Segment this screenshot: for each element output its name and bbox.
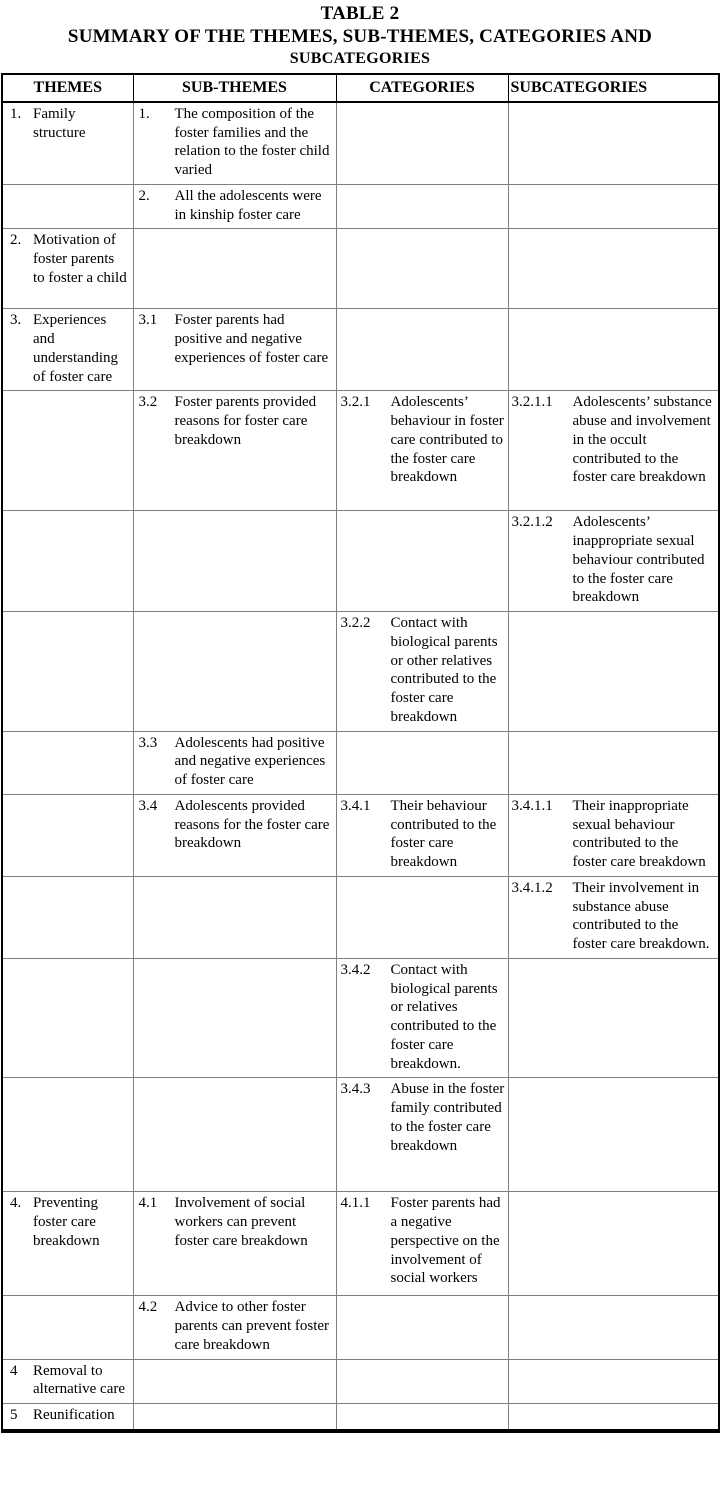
item-text: Family structure [33, 105, 86, 141]
item-number: 3.4.1.1 [511, 797, 553, 814]
header-categories: CATEGORIES [336, 74, 508, 102]
cell-content [3, 1362, 130, 1400]
category-cell [336, 1078, 508, 1192]
theme-cell [2, 391, 133, 511]
item-text: Adolescents’ inappropriate sexual behaviour contributed to the foster care breakdown [572, 514, 705, 606]
item-number: 2. [138, 187, 150, 204]
subcategory-cell [508, 102, 719, 185]
item-number: 3.1 [138, 312, 158, 329]
subcategory-cell [508, 958, 719, 1078]
cell-content [509, 393, 716, 487]
subcategory-cell [508, 1359, 719, 1404]
cell-content [134, 797, 333, 853]
category-cell [336, 794, 508, 876]
item-text: Contact with biological parents or other relatives contributed to the foster care breakdown [390, 615, 498, 725]
theme-cell [2, 102, 133, 185]
table-row [2, 1296, 719, 1359]
item-text: Foster parents provided reasons for foster care breakdown [174, 394, 317, 448]
item-text: Preventing foster care breakdown [33, 1195, 100, 1249]
subtheme-cell [133, 612, 336, 732]
subcategory-cell [508, 229, 719, 309]
theme-cell [2, 511, 133, 612]
item-text: Adolescents provided reasons for the foster care breakdown [174, 797, 330, 852]
cell-content [337, 961, 505, 1074]
subcategory-cell [508, 1192, 719, 1296]
item-number: 1. [10, 105, 22, 122]
table-row [2, 1078, 719, 1192]
cell-content [134, 187, 333, 225]
item-number: 2. [10, 232, 22, 249]
table-row [2, 391, 719, 511]
theme-cell [2, 1359, 133, 1404]
item-number: 4. [10, 1195, 22, 1212]
cell-content [134, 1194, 333, 1250]
item-text: Adolescents’ behaviour in foster care contributed to the foster care breakdown [390, 394, 504, 486]
table-row [2, 184, 719, 229]
cell-content [134, 734, 333, 790]
category-cell [336, 1296, 508, 1359]
category-cell [336, 184, 508, 229]
subcategory-cell [508, 511, 719, 612]
table-row [2, 1359, 719, 1404]
theme-cell [2, 1404, 133, 1431]
cell-content [509, 879, 716, 954]
table-row [2, 794, 719, 876]
cell-content [3, 1194, 130, 1250]
subtheme-cell [133, 1404, 336, 1431]
item-number: 1. [138, 105, 150, 122]
item-number: 4.1 [138, 1195, 158, 1212]
subtheme-cell [133, 102, 336, 185]
cell-content [3, 311, 130, 386]
subcategory-cell [508, 391, 719, 511]
cell-content [337, 797, 505, 872]
category-cell [336, 1404, 508, 1431]
table-number-heading: TABLE 2 [320, 3, 400, 24]
table-row [2, 1192, 719, 1296]
subcategory-cell [508, 794, 719, 876]
cell-content [3, 231, 130, 287]
subtheme-cell [133, 1192, 336, 1296]
table-row [2, 309, 719, 391]
table-row [2, 1404, 719, 1431]
subcategory-cell [508, 1078, 719, 1192]
cell-content [337, 1080, 505, 1155]
table-row [2, 229, 719, 309]
item-text: Removal to alternative care [33, 1362, 126, 1398]
subtheme-cell [133, 1078, 336, 1192]
item-number: 3.2.1 [340, 394, 371, 411]
subtheme-cell [133, 876, 336, 958]
subcategory-cell [508, 1404, 719, 1431]
item-text: All the adolescents were in kinship foster care [174, 187, 322, 223]
item-number: 3.4.2 [340, 961, 371, 978]
header-subcategories: SUBCATEGORIES [508, 74, 719, 102]
table-row [2, 876, 719, 958]
item-text: Involvement of social workers can prevent foster care breakdown [174, 1195, 308, 1249]
item-text: Contact with biological parents or relatives contributed to the foster care breakdown. [390, 961, 498, 1072]
cell-content [134, 1298, 333, 1354]
category-cell [336, 391, 508, 511]
cell-content [134, 393, 333, 449]
item-number: 3.3 [138, 734, 158, 751]
theme-cell [2, 794, 133, 876]
theme-cell [2, 1192, 133, 1296]
subtheme-cell [133, 1296, 336, 1359]
item-number: 4 [10, 1362, 18, 1379]
subcategory-cell [508, 1296, 719, 1359]
cell-content [337, 614, 505, 727]
item-number: 3. [10, 312, 22, 329]
item-text: Foster parents had a negative perspective on the involvement of social workers [390, 1195, 501, 1287]
theme-cell [2, 876, 133, 958]
cell-content [134, 105, 333, 180]
item-number: 3.2.1.2 [511, 514, 553, 531]
subtheme-cell [133, 229, 336, 309]
theme-cell [2, 1296, 133, 1359]
table-row [2, 102, 719, 185]
item-text: Reunification [33, 1407, 115, 1424]
category-cell [336, 511, 508, 612]
item-text: Adolescents’ substance abuse and involvement in the occult contributed to the foster care breakdown [572, 394, 712, 486]
table-title [0, 0, 720, 69]
item-text: Their inappropriate sexual behaviour contributed to the foster care breakdown [572, 797, 706, 871]
item-number: 5 [10, 1407, 18, 1424]
item-text: The composition of the foster families and the relation to the foster child varied [174, 105, 330, 179]
item-number: 3.4 [138, 797, 158, 814]
item-text: Experiences and understanding of foster care [33, 312, 118, 385]
category-cell [336, 309, 508, 391]
item-text: Motivation of foster parents to foster a child [33, 232, 127, 286]
subtheme-cell [133, 958, 336, 1078]
theme-cell [2, 958, 133, 1078]
subcategory-cell [508, 612, 719, 732]
item-number: 4.1.1 [340, 1195, 371, 1212]
cell-content [134, 311, 333, 367]
table-header-row [2, 74, 719, 102]
subtheme-cell [133, 1359, 336, 1404]
theme-cell [2, 309, 133, 391]
category-cell [336, 731, 508, 794]
themes-summary-table [1, 73, 720, 1433]
table-body [2, 102, 719, 1431]
table-row [2, 731, 719, 794]
table-row [2, 612, 719, 732]
subtheme-cell [133, 731, 336, 794]
subcategory-cell [508, 876, 719, 958]
subcategory-cell [508, 731, 719, 794]
subcategory-cell [508, 309, 719, 391]
item-number: 3.4.1 [340, 797, 371, 814]
cell-content [509, 513, 716, 607]
item-number: 3.4.1.2 [511, 879, 553, 896]
category-cell [336, 102, 508, 185]
cell-content [509, 797, 716, 872]
category-cell [336, 1192, 508, 1296]
subtheme-cell [133, 794, 336, 876]
table-caption-line2: SUBCATEGORIES [289, 50, 431, 68]
item-text: Their behaviour contributed to the foster care breakdown [390, 797, 497, 871]
category-cell [336, 612, 508, 732]
category-cell [336, 876, 508, 958]
item-number: 3.2.2 [340, 615, 371, 632]
item-number: 3.2 [138, 394, 158, 411]
item-number: 3.4.3 [340, 1081, 371, 1098]
table-caption-line1: SUMMARY OF THE THEMES, SUB-THEMES, CATEGORIES AND [67, 26, 653, 48]
item-text: Abuse in the foster family contributed to the foster care breakdown [390, 1081, 505, 1154]
subtheme-cell [133, 309, 336, 391]
subtheme-cell [133, 511, 336, 612]
table-row [2, 511, 719, 612]
item-text: Their involvement in substance abuse contributed to the foster care breakdown. [572, 879, 710, 953]
item-number: 3.2.1.1 [511, 394, 553, 411]
cell-content [3, 1406, 130, 1425]
theme-cell [2, 1078, 133, 1192]
subtheme-cell [133, 391, 336, 511]
category-cell [336, 958, 508, 1078]
item-text: Advice to other foster parents can prevent foster care breakdown [174, 1299, 330, 1353]
theme-cell [2, 184, 133, 229]
theme-cell [2, 731, 133, 794]
cell-content [337, 1194, 505, 1288]
header-sub-themes: SUB-THEMES [133, 74, 336, 102]
theme-cell [2, 229, 133, 309]
theme-cell [2, 612, 133, 732]
category-cell [336, 1359, 508, 1404]
subtheme-cell [133, 184, 336, 229]
item-text: Foster parents had positive and negative experiences of foster care [174, 312, 329, 366]
item-text: Adolescents had positive and negative experiences of foster care [174, 734, 326, 789]
subcategory-cell [508, 184, 719, 229]
header-themes: THEMES [2, 74, 133, 102]
category-cell [336, 229, 508, 309]
item-number: 4.2 [138, 1299, 158, 1316]
cell-content [3, 105, 130, 143]
cell-content [337, 393, 505, 487]
table-row [2, 958, 719, 1078]
